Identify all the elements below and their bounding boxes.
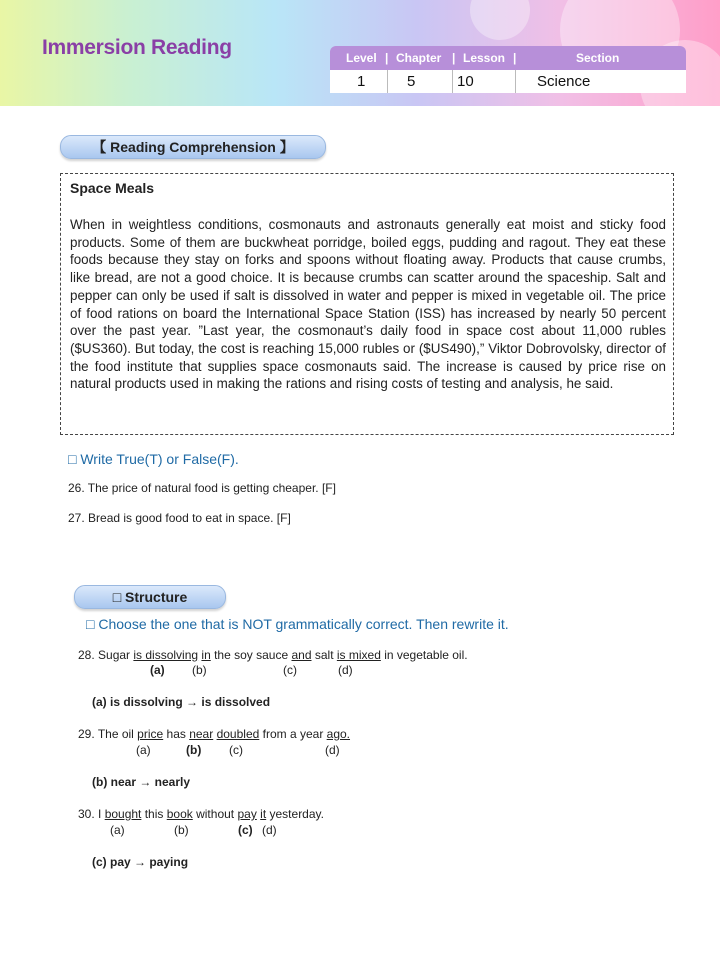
option-b-text: book [166, 807, 193, 821]
option-c-text: doubled [216, 727, 260, 741]
sentence-text: Sugar [98, 648, 134, 662]
label-divider: | [452, 51, 456, 65]
answer-30: (c) pay → paying [92, 855, 189, 869]
question-number: 29. [78, 727, 98, 741]
structure-heading: □ Structure [74, 585, 226, 609]
answer-28: (a) is dissolving → is dissolved [92, 695, 271, 709]
option-a-label: (a) [110, 823, 125, 837]
question-27: 27. Bread is good food to eat in space. [F] [68, 511, 291, 525]
option-d-label: (d) [338, 663, 353, 677]
option-c-label: (c) [229, 743, 243, 757]
label-divider: | [385, 51, 389, 65]
answer-29: (b) near → nearly [92, 775, 191, 789]
true-false-instruction: □ Write True(T) or False(F). [68, 451, 239, 467]
sentence-text: salt [311, 648, 337, 662]
sentence-text: from a year [259, 727, 327, 741]
option-b-label: (b) [186, 743, 202, 757]
option-b-label: (b) [174, 823, 189, 837]
option-a-label: (a) [150, 663, 165, 677]
option-d-label: (d) [325, 743, 340, 757]
option-c-label: (c) [283, 663, 297, 677]
option-d-text: ago. [326, 727, 351, 741]
sentence-text: I [98, 807, 105, 821]
section-value: Science [537, 73, 591, 90]
header-banner [0, 0, 720, 106]
reading-comprehension-heading: 【 Reading Comprehension 】 [60, 135, 326, 159]
option-c-text: and [291, 648, 312, 662]
structure-instruction: □ Choose the one that is NOT grammatically correct. Then rewrite it. [86, 616, 509, 632]
option-d-label: (d) [262, 823, 277, 837]
section-label: Section [576, 51, 620, 65]
question-number: 30. [78, 807, 99, 821]
option-b-text: in [201, 648, 211, 662]
option-b-label: (b) [192, 663, 207, 677]
option-a-text: is dissolving [133, 648, 199, 662]
sentence-text: without [192, 807, 238, 821]
option-a-text: price [137, 727, 164, 741]
sentence-text: this [141, 807, 167, 821]
passage-title: Space Meals [70, 180, 155, 196]
option-d-text: it [260, 807, 267, 821]
passage-body: When in weightless conditions, cosmonauts and astronauts generally eat moist and sticky food products. Some of them are buckwheat porridge, boiled eggs, pudding and ragout. They eat these foods because they stay on forks and spoons without floating away. Products that cause crumbs, like bread, are not a good choice. It is because crumbs can scatter around the spaceship. Salt and pepper can only be used if salt is dissolved in water and pepper is mixed in vegetable oil. The price of food rations on board the International Space Station (ISS) has increased by nearly 50 percent over the past year. ”Last year, the cosmonaut’s daily food in space cost about 11,000 rubles ($US360). But today, the cost is reaching 15,000 rubles or ($US490),” Viktor Dobrovolsky, director of the food institute that supplies space cosmonauts said. The increase is caused by price rise on natural products used in making the rations and rising costs of testing and analysis, he said. [70, 217, 666, 392]
sentence-text: the soy sauce [210, 648, 292, 662]
lesson-label: Lesson [463, 51, 506, 65]
chapter-value: 5 [407, 73, 416, 90]
label-divider: | [513, 51, 517, 65]
option-a-label: (a) [136, 743, 151, 757]
question-30 [78, 807, 324, 821]
level-label: Level [346, 51, 377, 65]
lesson-info-values [330, 70, 686, 93]
question-26: 26. The price of natural food is getting cheaper. [F] [68, 481, 336, 495]
sentence-text: The oil [97, 727, 138, 741]
level-value: 1 [357, 73, 366, 90]
option-c-label: (c) [238, 823, 253, 837]
option-b-text: near [189, 727, 214, 741]
value-divider [515, 70, 516, 93]
option-d-text: is mixed [336, 648, 381, 662]
decor-bubble [470, 0, 530, 40]
option-c-text: pay [237, 807, 257, 821]
value-divider [387, 70, 388, 93]
question-28 [78, 648, 468, 662]
sentence-text: in vegetable oil. [380, 648, 468, 662]
chapter-label: Chapter [396, 51, 442, 65]
value-divider [452, 70, 453, 93]
sentence-text: has [163, 727, 190, 741]
question-number: 28. [78, 648, 99, 662]
logo: Immersion Reading [42, 36, 232, 59]
lesson-value: 10 [457, 73, 474, 90]
lesson-info-bar [330, 46, 686, 70]
sentence-text: yesterday. [266, 807, 324, 821]
option-a-text: bought [104, 807, 142, 821]
question-29 [78, 727, 350, 741]
